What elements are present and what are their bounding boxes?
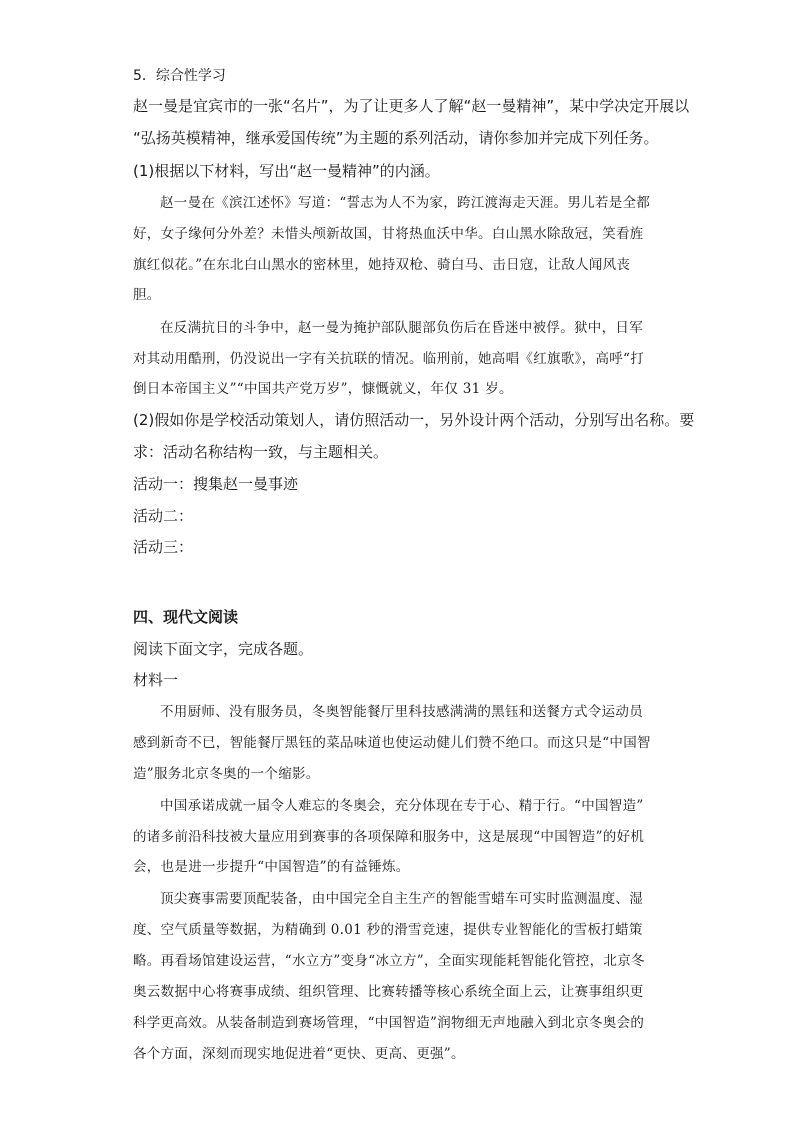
material-text-line: 胆。 — [133, 287, 161, 303]
article-text-line: 科学更高效。从装备制造到赛场管理，“中国智造”润物细无声地融入到北京冬奥会的 — [133, 1015, 645, 1031]
article-text-line: 略。再看场馆建设运营，“水立方”变身“冰立方”，全面实现能耗智能化管控，北京冬 — [133, 953, 645, 969]
material-text-line: 在反满抗日的斗争中，赵一曼为掩护部队腿部负伤后在昏迷中被俘。狱中，日军 — [160, 320, 643, 336]
material-label: 材料一 — [133, 671, 179, 689]
activity-2: 活动二： — [133, 507, 194, 525]
material-text-line: 好，女子缘何分外差？未惜头颅新故国，甘将热血沃中华。白山黑水除敌冠，笑看旌 — [133, 226, 644, 242]
question-5-subquestion-2-line-2: 求：活动名称结构一致，与主题相关。 — [133, 443, 389, 461]
article-text-line: 中国承诺成就一届令人难忘的冬奥会，充分体现在专于心、精于行。“中国智造” — [160, 798, 644, 814]
article-text-line: 的诸多前沿科技被大量应用到赛事的各项保障和服务中，这是展现“中国智造”的好机 — [133, 829, 645, 845]
article-text-line: 造”服务北京冬奥的一个缩影。 — [133, 766, 320, 782]
article-text-line: 感到新奇不已，智能餐厅黑钰的菜品味道也使运动健儿们赞不绝口。而这只是“中国智 — [133, 735, 651, 751]
section-heading: 四、现代文阅读 — [133, 608, 239, 626]
material-text-line: 赵一曼在《滨江述怀》写道：“誓志为人不为家，跨江渡海走天涯。男儿若是全都 — [160, 195, 651, 211]
article-text-line: 奥云数据中心将赛事成绩、组织管理、比赛转播等核心系统全面上云，让赛事组织更 — [133, 984, 644, 1000]
article-text-line: 各个方面，深刻而现实地促进着“更快、更高、更强”。 — [133, 1046, 465, 1062]
material-text-line: 旗红似花。”在东北白山黑水的密林里，她持双枪、骑白马、击日寇，让敌人闻风丧 — [133, 257, 631, 273]
question-5-subquestion-2-line-1: (2)假如你是学校活动策划人，请仿照活动一，另外设计两个活动，分别写出名称。要 — [133, 411, 695, 429]
article-text-line: 度、空气质量等数据，为精确到 0.01 秒的滑雪竞速，提供专业智能化的雪板打蜡策 — [133, 922, 643, 938]
article-text-line: 不用厨师、没有服务员，冬奥智能餐厅里科技感满满的黑钰和送餐方式令运动员 — [160, 704, 643, 720]
activity-3: 活动三： — [133, 538, 194, 556]
article-text-line: 顶尖赛事需要顶配装备，由中国完全自主生产的智能雪蜡车可实时监测温度、湿 — [160, 891, 643, 907]
material-text-line: 对其动用酷刑，仍没说出一字有关抗联的情况。临刑前，她高唱《红旗歌》，高呼“打 — [133, 351, 645, 367]
material-text-line: 倒日本帝国主义”“中国共产党万岁”，慷慨就义，年仅 31 岁。 — [133, 381, 513, 397]
question-5-intro-line-1: 赵一曼是宜宾市的一张“名片”，为了让更多人了解“赵一曼精神”，某中学决定开展以 — [133, 97, 690, 115]
reading-instruction: 阅读下面文字，完成各题。 — [133, 640, 314, 658]
question-5-subquestion-1: (1)根据以下材料，写出“赵一曼精神”的内涵。 — [133, 162, 440, 180]
question-5-title: 5．综合性学习 — [133, 68, 226, 84]
question-5-intro-line-2: “弘扬英模精神，继承爱国传统”为主题的系列活动，请你参加并完成下列任务。 — [133, 129, 659, 147]
article-text-line: 会，也是进一步提升“中国智造”的有益锤炼。 — [133, 859, 410, 875]
activity-1: 活动一：搜集赵一曼事迹 — [133, 475, 299, 493]
